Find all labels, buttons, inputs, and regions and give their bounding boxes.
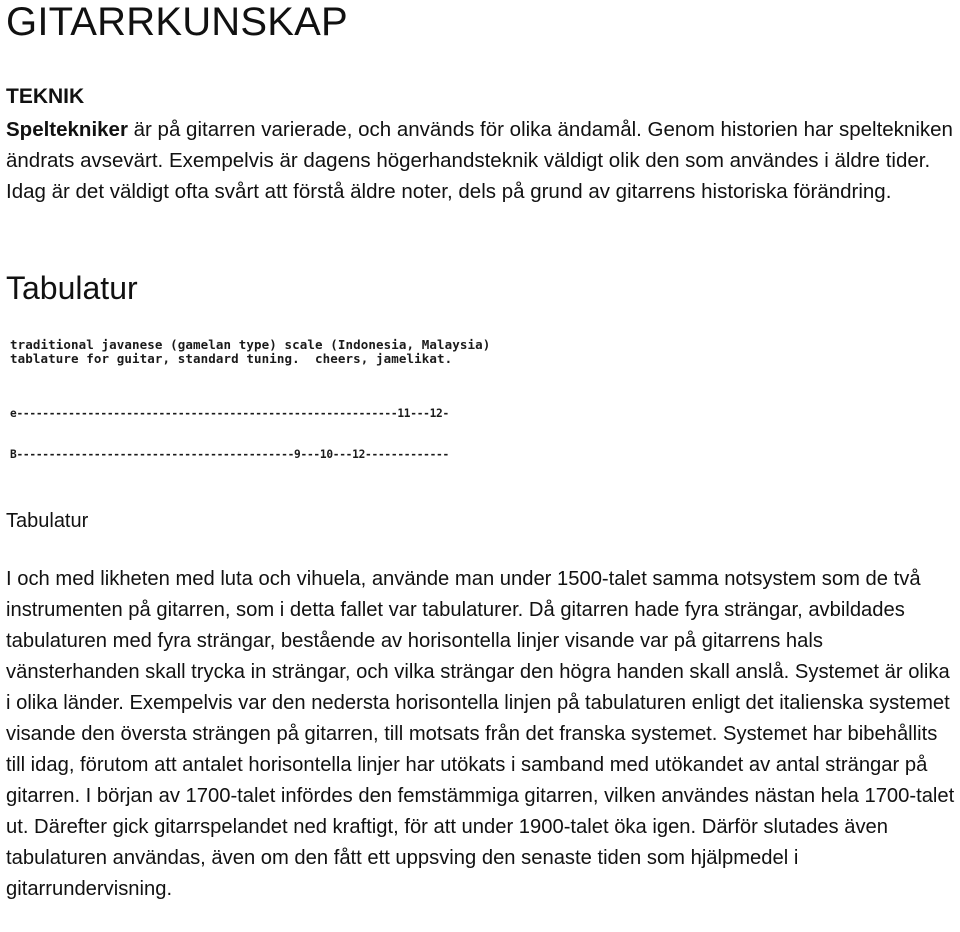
tablature-header-line-1: traditional javanese (gamelan type) scale (Indonesia, Malaysia) (10, 337, 491, 352)
intro-text: är på gitarren varierade, och används för olika ändamål. Genom historien har speltekniken ändrats avsevärt. Exempelvis är dagens högerhandsteknik väldigt olik den som användes i äldre tider. Idag är det väldigt ofta svårt att förstå äldre noter, dels på grund av gitarrens historiska förändring. (6, 118, 953, 203)
page-title: GITARRKUNSKAP (6, 0, 348, 44)
intro-bold-term: Speltekniker (6, 118, 128, 141)
image-caption: Tabulatur (6, 510, 89, 532)
tablature-string-line: e-----------------------------------------------------------11---12- (10, 407, 449, 420)
body-paragraph: I och med likheten med luta och vihuela, använde man under 1500-talet samma notsystem som de två instrumenten på gitarren, som i detta fallet var tabulaturer. Då gitarren hade fyra strängar, avbildades tabulaturen med fyra strängar, bestående av horisontella linjer visande var på gitarrens hals vänsterhanden skall trycka in strängar, och vilka strängar den högra handen skall anslå. Systemet är olika i olika länder. Exempelvis var den nedersta horisontella linjen på tabulaturen enligt det italienska systemet visande den översta strängen på gitarren, till motsats från det franska systemet. Systemet har bibehållits till idag, förutom att antalet horisontella linjer har utökats i samband med utökandet av antal strängar på gitarren. I början av 1700-talet infördes den femstämmiga gitarren, vilken användes nästan hela 1700-talet ut. Därefter gick gitarrspelandet ned kraftigt, för att under 1900-talet öka igen. Därför slutades även tabulaturen användas, även om den fått ett uppsving den senaste tiden som hjälpmedel i gitarrundervisning. (6, 568, 955, 900)
intro-paragraph (6, 114, 956, 207)
tabulatur-heading: Tabulatur (6, 270, 138, 306)
section-label-teknik: TEKNIK (6, 85, 85, 108)
tablature-image (6, 336, 642, 472)
tablature-string-line: B-------------------------------------------9---10---12------------- (10, 447, 449, 461)
tablature-staff (10, 380, 642, 472)
tablature-header-line-2: tablature for guitar, standard tuning. cheers, jamelikat. (10, 351, 453, 366)
